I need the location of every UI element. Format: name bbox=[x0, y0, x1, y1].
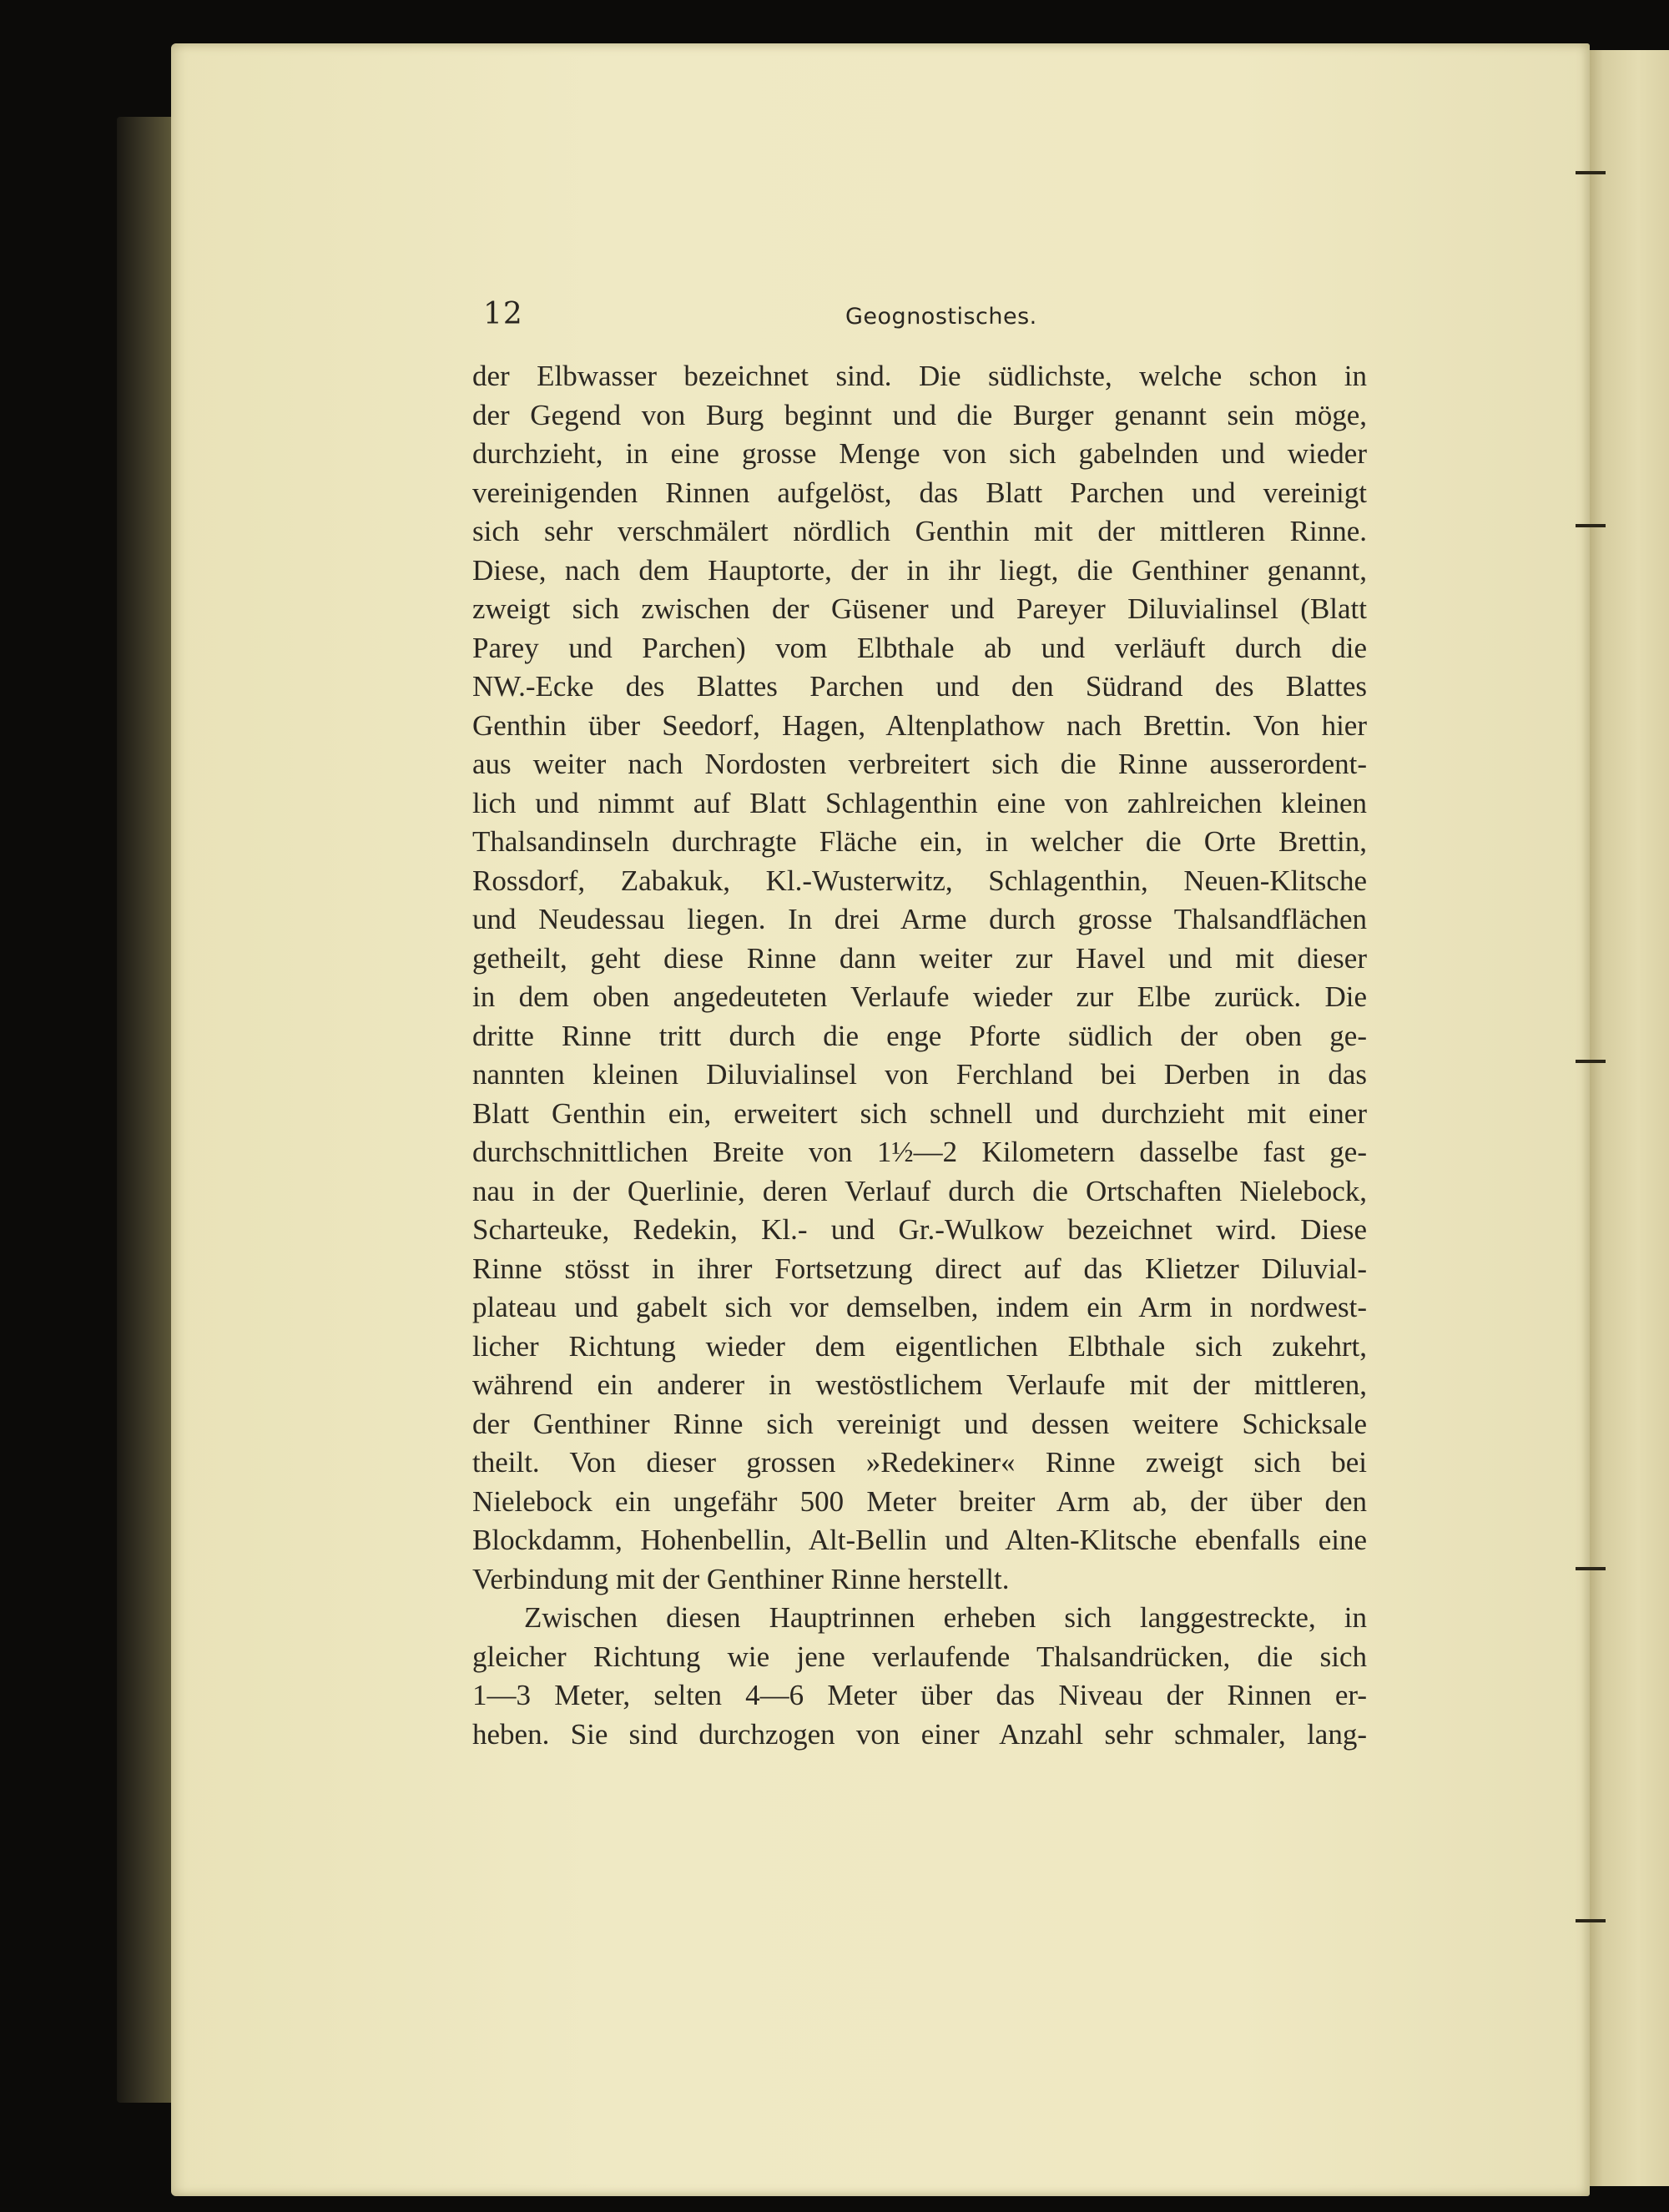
body-text bbox=[472, 357, 1367, 1754]
text-line: durchschnittlichen Breite von 1½—2 Kilometern dasselbe fast ge- bbox=[472, 1136, 1367, 1168]
text-line: gleicher Richtung wie jene verlaufende Thalsandrücken, die sich bbox=[472, 1640, 1367, 1673]
text-line: Blockdamm, Hohenbellin, Alt-Bellin und Alten-Klitsche ebenfalls eine bbox=[472, 1524, 1367, 1556]
text-line: der Elbwasser bezeichnet sind. Die südlichste, welche schon in bbox=[472, 360, 1367, 392]
text-line: Genthin über Seedorf, Hagen, Altenplathow nach Brettin. Von hier bbox=[472, 708, 1367, 742]
text-line: plateau und gabelt sich vor demselben, indem ein Arm in nordwest- bbox=[472, 1291, 1367, 1323]
text-line: der Genthiner Rinne sich vereinigt und dessen weitere Schicksale bbox=[472, 1407, 1367, 1440]
text-line: getheilt, geht diese Rinne dann weiter zur Havel und mit dieser bbox=[472, 941, 1367, 975]
text-line: durchzieht, in eine grosse Menge von sich gabelnden und wieder bbox=[472, 437, 1367, 470]
text-line: sich sehr verschmälert nördlich Genthin mit der mittleren Rinne. bbox=[472, 515, 1367, 547]
text-line: und Neudessau liegen. In drei Arme durch grosse Thalsandflächen bbox=[472, 903, 1367, 935]
text-line: der Gegend von Burg beginnt und die Burger genannt sein möge, bbox=[472, 398, 1367, 431]
text-line: heben. Sie sind durchzogen von einer Anzahl sehr schmaler, lang- bbox=[472, 1717, 1367, 1751]
binding-stitch bbox=[1576, 1567, 1606, 1570]
text-line: lich und nimmt auf Blatt Schlagenthin eine von zahlreichen kleinen bbox=[472, 786, 1367, 819]
text-line: theilt. Von dieser grossen »Redekiner« Rinne zweigt sich bei bbox=[472, 1446, 1367, 1479]
text-line: vereinigenden Rinnen aufgelöst, das Blatt Parchen und vereinigt bbox=[472, 476, 1367, 509]
text-line: Thalsandinseln durchragte Fläche ein, in welcher die Orte Brettin, bbox=[472, 825, 1367, 858]
page-header bbox=[478, 297, 1367, 339]
text-line: Nielebock ein ungefähr 500 Meter breiter Arm ab, der über den bbox=[472, 1484, 1367, 1518]
text-line: Verbindung mit der Genthiner Rinne herstellt. bbox=[472, 1562, 1010, 1595]
text-line: Rinne stösst in ihrer Fortsetzung direct auf das Klietzer Diluvial- bbox=[472, 1252, 1367, 1285]
binding-stitch bbox=[1576, 1060, 1606, 1063]
text-line: dritte Rinne tritt durch die enge Pforte südlich der oben ge- bbox=[472, 1019, 1367, 1052]
text-line: Rossdorf, Zabakuk, Kl.-Wusterwitz, Schlagenthin, Neuen-Klitsche bbox=[472, 864, 1367, 897]
text-line: zweigt sich zwischen der Güsener und Pareyer Diluvialinsel (Blatt bbox=[472, 592, 1367, 625]
text-line: nau in der Querlinie, deren Verlauf durch die Ortschaften Nielebock, bbox=[472, 1174, 1367, 1207]
text-line: licher Richtung wieder dem eigentlichen Elbthale sich zukehrt, bbox=[472, 1329, 1367, 1363]
text-line: Zwischen diesen Hauptrinnen erheben sich langgestreckte, in bbox=[524, 1601, 1367, 1634]
text-line: in dem oben angedeuteten Verlaufe wieder zur Elbe zurück. Die bbox=[472, 980, 1367, 1013]
text-line: Parey und Parchen) vom Elbthale ab und verläuft durch die bbox=[472, 631, 1367, 664]
binding-stitch bbox=[1576, 524, 1606, 527]
running-head: Geognostisches. bbox=[845, 304, 1037, 330]
text-line: 1—3 Meter, selten 4—6 Meter über das Niveau der Rinnen er- bbox=[472, 1679, 1367, 1711]
text-line: Blatt Genthin ein, erweitert sich schnell und durchzieht mit einer bbox=[472, 1096, 1367, 1130]
page-number: 12 bbox=[483, 297, 523, 331]
facing-page-edge bbox=[1586, 50, 1669, 2186]
text-line: nannten kleinen Diluvialinsel von Ferchland bei Derben in das bbox=[472, 1058, 1367, 1091]
binding-stitch bbox=[1576, 1919, 1606, 1922]
text-line: Scharteuke, Redekin, Kl.- und Gr.-Wulkow bezeichnet wird. Diese bbox=[472, 1213, 1367, 1246]
text-line: NW.-Ecke des Blattes Parchen und den Südrand des Blattes bbox=[472, 670, 1367, 703]
text-line: aus weiter nach Nordosten verbreitert sich die Rinne ausserordent- bbox=[472, 748, 1367, 780]
binding-stitch bbox=[1576, 171, 1606, 174]
text-line: während ein anderer in westöstlichem Verlaufe mit der mittleren, bbox=[472, 1368, 1367, 1401]
text-line: Diese, nach dem Hauptorte, der in ihr liegt, die Genthiner genannt, bbox=[472, 553, 1367, 587]
